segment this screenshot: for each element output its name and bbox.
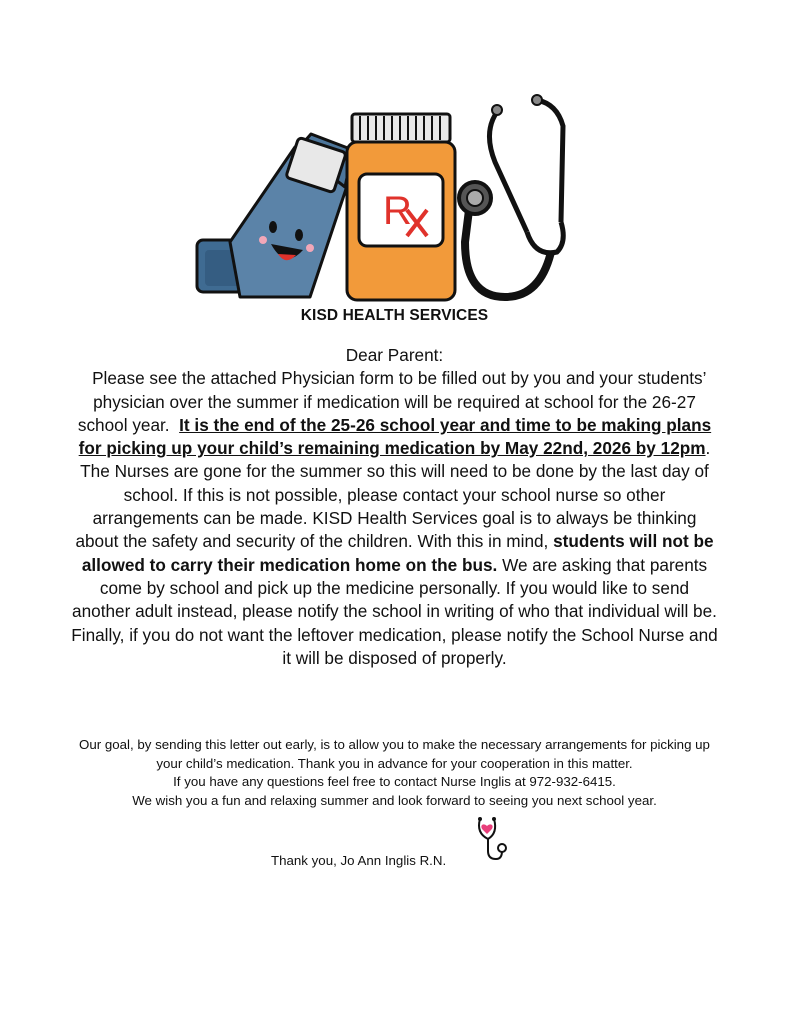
letter-body: [70, 344, 719, 670]
disposal-paragraph: Finally, if you do not want the leftover medication, please notify the School Nurse and it will be disposed of properly.: [71, 624, 718, 668]
heart-stethoscope-icon: [474, 815, 510, 863]
intro-text: Please see the attached Physician form to be filled out by you and your students’ physician over the summer if medication will be required at school for the 26-27 school year.: [77, 368, 707, 435]
signature: Thank you, Jo Ann Inglis R.N.: [271, 853, 447, 868]
rx-label: R: [383, 189, 412, 233]
stethoscope-icon: [459, 95, 563, 297]
main-paragraph: [70, 367, 719, 623]
page-title: KISD HEALTH SERVICES: [300, 307, 489, 324]
health-illustration: [185, 92, 610, 302]
closing-notes: [70, 736, 719, 810]
closing-note-1: Our goal, by sending this letter out early, is to allow you to make the necessary arrangements for picking up your child’s medication. Thank you in advance for your cooperation in this matter.: [79, 737, 710, 771]
closing-note-3: We wish you a fun and relaxing summer and look forward to seeing you next school year.: [132, 792, 657, 808]
nurses-text: . The Nurses are gone for the summer so this will need to be done by the last day of school. If this is not possible, please contact your school nurse so other arrangements can be made. KISD Health Services goal is to always be thinking about the safety and security of the children. With this in mind,: [75, 438, 711, 552]
pill-bottle-icon: [347, 114, 455, 300]
pickup-text: We are asking that parents come by school and pick up the medicine personally. If you would like to send another adult instead, please notify the school in writing of who that individual will be.: [72, 554, 717, 622]
inhaler-icon: [197, 134, 353, 297]
deadline-notice: It is the end of the 25-26 school year and time to be making plans for picking up your child’s remaining medication by May 22nd, 2026 by 12pm: [78, 414, 712, 459]
closing-note-2: If you have any questions feel free to contact Nurse Inglis at 972-932-6415.: [173, 774, 616, 789]
bus-policy-notice: students will not be allowed to carry their medication home on the bus.: [81, 531, 714, 575]
greeting: Dear Parent:: [345, 345, 444, 365]
